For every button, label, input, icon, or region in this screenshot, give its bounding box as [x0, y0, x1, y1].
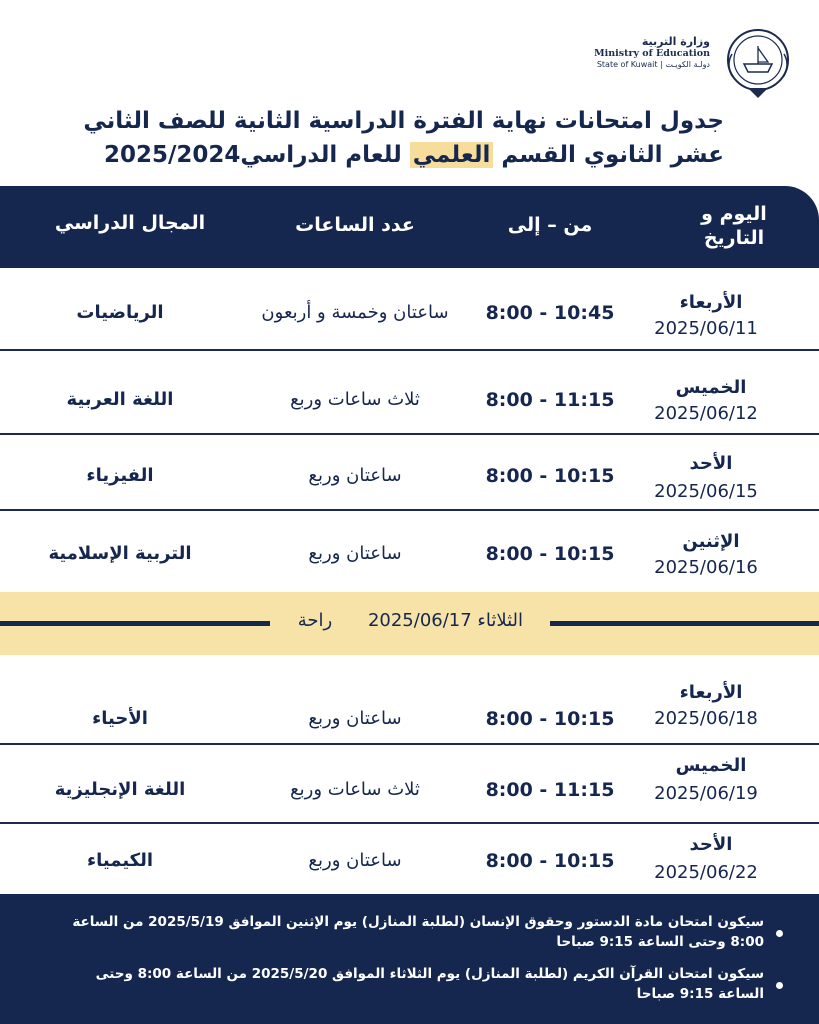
- table-row: [0, 824, 819, 894]
- row-subject: الأحياء: [92, 708, 148, 729]
- column-hours: عدد الساعات: [295, 214, 415, 236]
- row-hours: ساعتان وربع: [308, 465, 402, 486]
- row-day: الأحد: [689, 834, 733, 855]
- table-header: [0, 186, 819, 268]
- table-row: [0, 435, 819, 509]
- row-subject: الكيمياء: [86, 850, 154, 871]
- title-line-2-part-b: للعام الدراسي2025/2024: [103, 142, 410, 168]
- row-date: 2025/06/11: [654, 318, 758, 339]
- row-subject: اللغة الإنجليزية: [54, 779, 186, 800]
- row-date: 2025/06/22: [654, 862, 758, 883]
- rest-label: راحة: [297, 610, 333, 631]
- column-subject: المجال الدراسي: [54, 212, 206, 234]
- row-day: الإثنين: [682, 531, 740, 552]
- column-from-to: من – إلى: [507, 214, 593, 236]
- kuwait-emblem-logo: [718, 24, 798, 104]
- row-day: الأربعاء: [679, 292, 743, 313]
- row-time: 8:00 - 10:15: [485, 543, 615, 565]
- row-hours: ثلاث ساعات وربع: [290, 389, 420, 410]
- rest-day-band: [0, 592, 819, 655]
- ministry-label: [560, 36, 710, 69]
- row-date: 2025/06/12: [654, 403, 758, 424]
- row-subject: الفيزياء: [86, 465, 154, 486]
- rest-line-left: [0, 621, 270, 626]
- ministry-arabic: وزارة التربية: [641, 35, 710, 48]
- note-item: سيكون امتحان القرآن الكريم (لطلبة المنازل) يوم الثلاثاء الموافق 2025/5/20 من الساعة 8:00 وحتى الساعة 9:15 صباحا: [95, 966, 764, 1002]
- row-time: 8:00 - 11:15: [485, 389, 615, 411]
- footer-notes: [0, 894, 819, 1024]
- table-row: [0, 351, 819, 433]
- title-line-1: جدول امتحانات نهاية الفترة الدراسية الثانية للصف الثاني: [83, 108, 724, 134]
- row-subject: اللغة العربية: [66, 389, 174, 410]
- rest-day-date: الثلاثاء 2025/06/17: [367, 610, 524, 631]
- table-row: [0, 511, 819, 591]
- title-highlight: العلمي: [410, 142, 494, 168]
- row-date: 2025/06/18: [654, 708, 758, 729]
- row-day: الأربعاء: [679, 682, 743, 703]
- page-title: [60, 104, 724, 172]
- title-line-2-part-a: عشر الثانوي القسم: [493, 142, 724, 168]
- row-hours: ساعتان وربع: [308, 850, 402, 871]
- title-line-2: [60, 138, 724, 172]
- row-date: 2025/06/15: [654, 481, 758, 502]
- table-row: [0, 745, 819, 821]
- row-subject: التربية الإسلامية: [48, 543, 192, 564]
- row-time: 8:00 - 10:45: [485, 302, 615, 324]
- table-row: [0, 660, 819, 742]
- state-label: State of Kuwait | دولـة الكويـت: [596, 59, 710, 69]
- row-hours: ساعتان وربع: [308, 708, 402, 729]
- row-subject: الرياضيات: [76, 302, 164, 323]
- table-row: [0, 268, 819, 350]
- row-time: 8:00 - 10:15: [485, 708, 615, 730]
- column-day-date: اليوم و التاريخ: [701, 203, 767, 249]
- rest-line-right: [550, 621, 819, 626]
- row-day: الخميس: [675, 377, 747, 398]
- bullet-icon: [776, 982, 783, 989]
- row-time: 8:00 - 10:15: [485, 465, 615, 487]
- row-time: 8:00 - 10:15: [485, 850, 615, 872]
- row-time: 8:00 - 11:15: [485, 779, 615, 801]
- row-hours: ثلاث ساعات وربع: [290, 779, 420, 800]
- note-item: سيكون امتحان مادة الدستور وحقوق الإنسان (لطلبة المنازل) يوم الإثنين الموافق 2025/5/19 من الساعة 8:00 وحتى الساعة 9:15 صباحا: [72, 914, 764, 950]
- row-day: الأحد: [689, 453, 733, 474]
- row-hours: ساعتان وربع: [308, 543, 402, 564]
- bullet-icon: [776, 930, 783, 937]
- row-day: الخميس: [675, 755, 747, 776]
- row-hours: ساعتان وخمسة و أربعون: [261, 302, 449, 323]
- row-date: 2025/06/19: [654, 783, 758, 804]
- row-date: 2025/06/16: [654, 557, 758, 578]
- ministry-english: Ministry of Education: [594, 47, 710, 59]
